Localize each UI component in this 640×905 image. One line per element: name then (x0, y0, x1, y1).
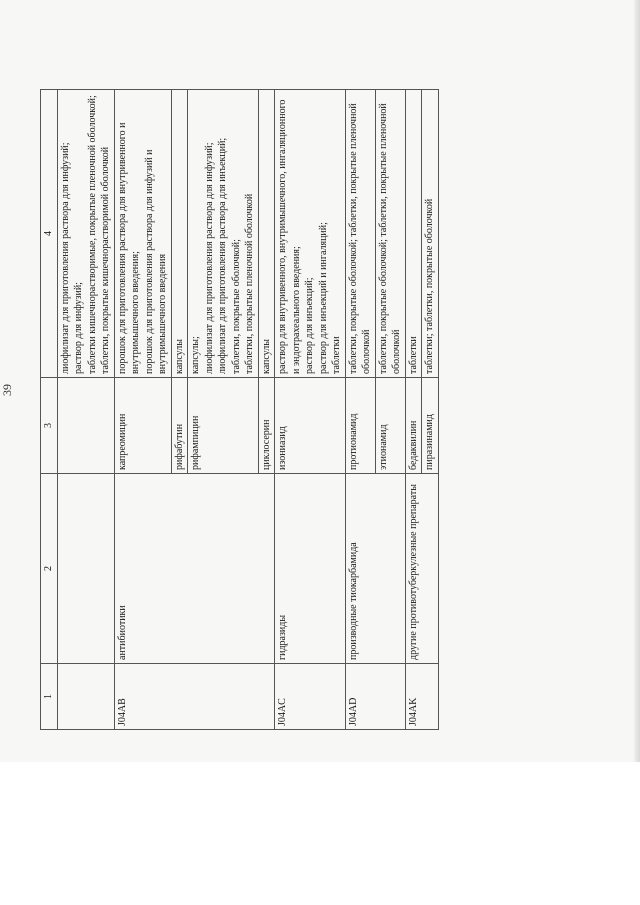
group-name-cell: производные тиокарбамида (345, 474, 405, 664)
table-row (114, 90, 171, 730)
dosage-form-line: капсулы (260, 339, 272, 374)
dosage-forms-cell (57, 90, 114, 378)
dosage-forms-cell (275, 90, 346, 378)
header-cell: 4 (41, 90, 58, 378)
group-name-cell: гидразиды (275, 474, 346, 664)
table-row (275, 90, 346, 730)
dosage-form-line: порошок для приготовления раствора для внутривенного и внутримышечного введения; (116, 122, 141, 374)
dosage-form-line: раствор для инфузий; (73, 282, 84, 374)
drug-name-cell: рифампицин (188, 378, 259, 474)
dosage-form-line: лиофилизат для приготовления раствора для инъекций; (217, 137, 228, 374)
drug-name-cell: протионамид (345, 378, 375, 474)
drug-name-cell (57, 378, 114, 474)
header-cell: 1 (41, 664, 58, 730)
dosage-form-line: таблетки, покрытые пленочной оболочкой (244, 193, 255, 374)
header-cell: 2 (41, 474, 58, 664)
table-row (405, 90, 422, 730)
dosage-form-line: таблетки, покрытые оболочкой; таблетки, покрытые пленочной оболочкой (377, 103, 402, 374)
atc-code-cell: J04AD (345, 664, 405, 730)
dosage-forms-cell (422, 90, 439, 378)
atc-code-cell: J04AC (275, 664, 346, 730)
dosage-forms-cell (405, 90, 422, 378)
dosage-form-line: таблетки (331, 336, 342, 374)
dosage-form-line: таблетки, покрытые оболочкой; таблетки, покрытые пленочной оболочкой (347, 103, 372, 374)
dosage-forms-cell (188, 90, 259, 378)
drug-table (40, 89, 439, 730)
table-row (57, 90, 114, 730)
drug-name-cell: рифабутин (171, 378, 188, 474)
dosage-form-line: порошок для приготовления раствора для инфузий и внутримышечного введения (143, 149, 168, 374)
dosage-form-line: таблетки; таблетки, покрытые оболочкой (424, 198, 435, 374)
dosage-form-line: раствор для внутривенного, внутримышечного, ингаляционного и эндотрахеального введения; (277, 99, 302, 374)
dosage-form-line: раствор для инъекций; (304, 277, 315, 374)
dosage-form-line: таблетки, покрытые оболочкой; (230, 239, 242, 374)
drug-name-cell: капреомицин (114, 378, 171, 474)
dosage-form-line: таблетки (407, 336, 419, 374)
dosage-form-line: капсулы (173, 339, 185, 374)
table-body (57, 90, 438, 730)
drug-name-cell: изониазид (275, 378, 346, 474)
rotated-content (0, 50, 600, 730)
header-cell: 3 (41, 378, 58, 474)
dosage-forms-cell (114, 90, 171, 378)
dosage-form-line: таблетки кишечнорастворимые, покрытые пленочной оболочкой; (86, 95, 98, 374)
drug-name-cell: циклосерин (258, 378, 275, 474)
drug-name-cell: пиразинамид (422, 378, 439, 474)
group-name-cell: другие противотуберкулезные препараты (405, 474, 438, 664)
dosage-form-line: лиофилизат для приготовления раствора для инфузий; (59, 142, 71, 374)
table-header-row (41, 90, 58, 730)
drug-name-cell: бедаквилин (405, 378, 422, 474)
dosage-form-line: раствор для инъекций и ингаляций; (317, 222, 329, 374)
group-name-cell: антибиотики (114, 474, 275, 664)
dosage-forms-cell (345, 90, 375, 378)
group-name-cell (57, 474, 114, 664)
atc-code-cell: J04AB (114, 664, 275, 730)
drug-name-cell: этионамид (375, 378, 405, 474)
dosage-form-line: капсулы; (190, 336, 201, 374)
page-number: 39 (0, 384, 14, 396)
table-row (345, 90, 375, 730)
atc-code-cell (57, 664, 114, 730)
scan-edge-shadow (634, 0, 640, 762)
dosage-forms-cell (171, 90, 188, 378)
atc-code-cell: J04AK (405, 664, 438, 730)
dosage-form-line: таблетки, покрытые кишечнорастворимой оболочкой (100, 146, 111, 374)
dosage-form-line: лиофилизат для приготовления раствора для инфузий; (203, 142, 215, 374)
dosage-forms-cell (258, 90, 275, 378)
dosage-forms-cell (375, 90, 405, 378)
